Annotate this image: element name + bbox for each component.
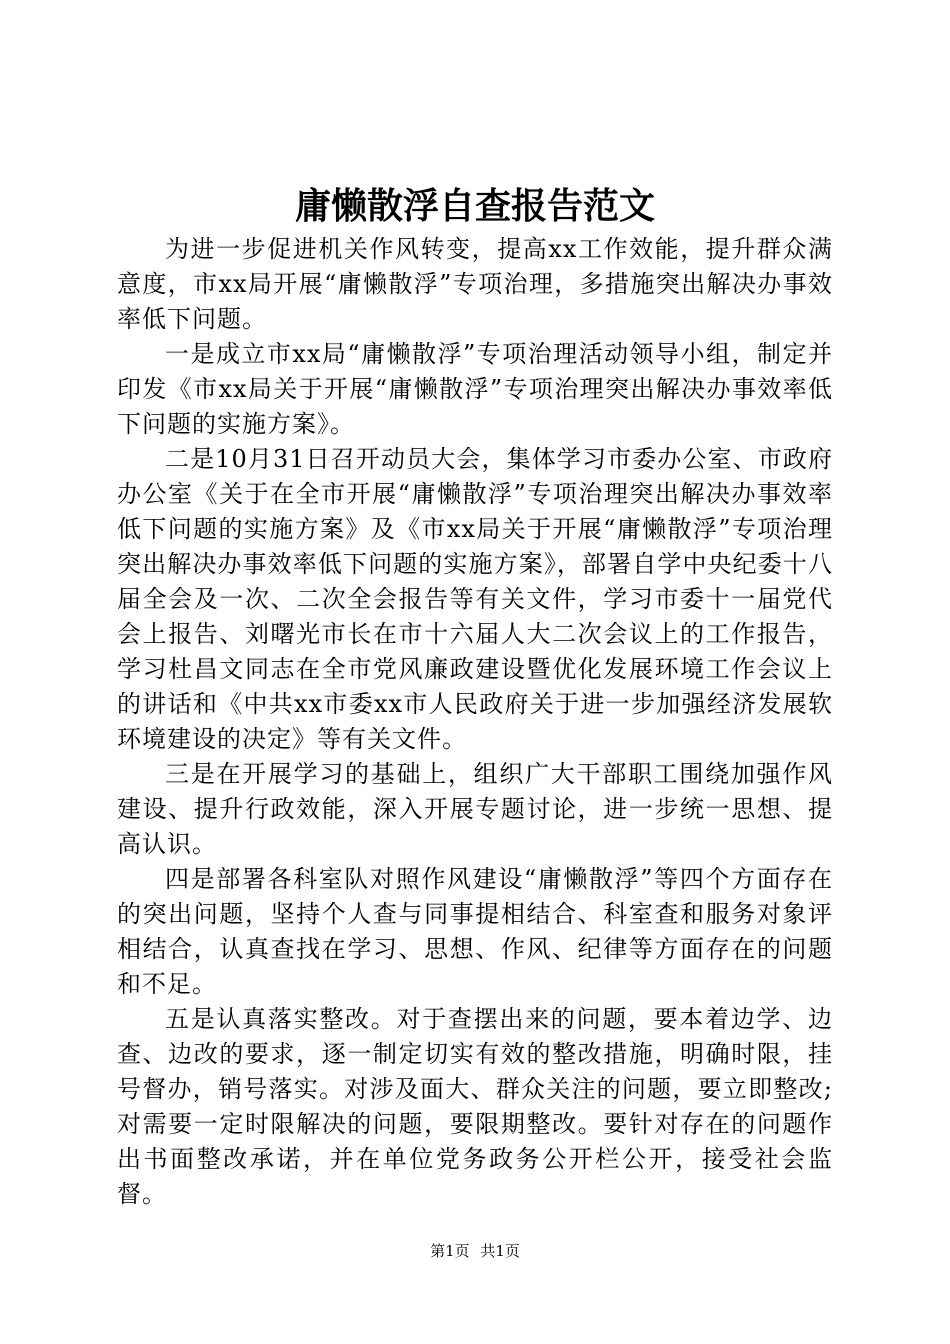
paragraph-2: 二是10月31日召开动员大会，集体学习市委办公室、市政府办公室《关于在全市开展“庸懒散浮”专项治理突出解决办事效率低下问题的实施方案》及《市xx局关于开展“庸懒散浮”专项治理突出解决办事效率低下问题的实施方案》，部署自学中央纪委十八届全会及一次、二次全会报告等有关文件，学习市委十一届党代会上报告、刘曙光市长在市十六届人大二次会议上的工作报告，学习杜昌文同志在全市党风廉政建设暨优化发展环境工作会议上的讲话和《中共xx市委xx市人民政府关于进一步加强经济发展软环境建设的决定》等有关文件。 [117,445,833,753]
page-number-total: 共1页 [480,1242,520,1260]
document-title: 庸懒散浮自查报告范文 [294,186,655,227]
paragraph-4: 四是部署各科室队对照作风建设“庸懒散浮”等四个方面存在的突出问题，坚持个人查与同事提相结合、科室查和服务对象评相结合，认真查找在学习、思想、作风、纪律等方面存在的问题和不足。 [117,865,833,998]
page-number-current: 第1页 [430,1242,470,1260]
paragraph-intro: 为进一步促进机关作风转变，提高xx工作效能，提升群众满意度，市xx局开展“庸懒散浮”专项治理，多措施突出解决办事效率低下问题。 [117,235,833,333]
paragraph-3: 三是在开展学习的基础上，组织广大干部职工围绕加强作风建设、提升行政效能，深入开展专题讨论，进一步统一思想、提高认识。 [117,760,833,858]
document-body [117,232,833,1212]
paragraph-5: 五是认真落实整改。对于查摆出来的问题，要本着边学、边查、边改的要求，逐一制定切实有效的整改措施，明确时限，挂号督办，销号落实。对涉及面大、群众关注的问题，要立即整改;对需要一定时限解决的问题，要限期整改。要针对存在的问题作出书面整改承诺，并在单位党务政务公开栏公开，接受社会监督。 [117,1005,833,1208]
paragraph-1: 一是成立市xx局“庸懒散浮”专项治理活动领导小组，制定并印发《市xx局关于开展“庸懒散浮”专项治理突出解决办事效率低下问题的实施方案》。 [117,340,833,438]
page-footer [0,1241,950,1261]
